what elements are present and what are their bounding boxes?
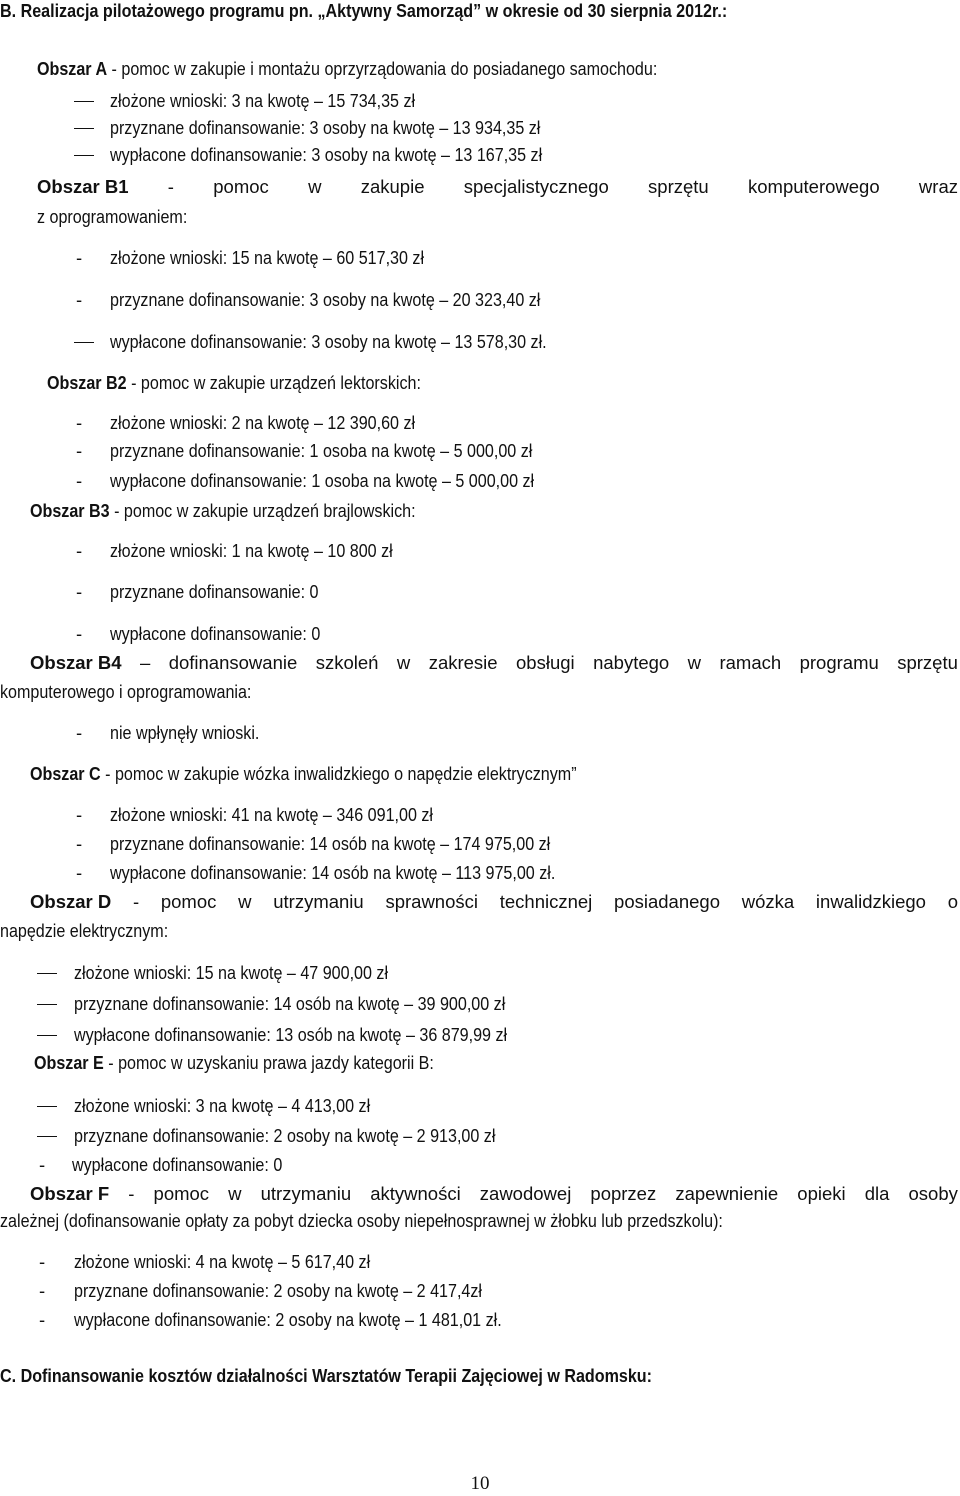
- list-item: wypłacone dofinansowanie: 3 osoby na kwotę – 13 167,35 zł: [110, 144, 543, 165]
- bullet-hyphen: -: [76, 289, 83, 310]
- word: specjalistycznego: [463, 176, 609, 197]
- area-e-title: [34, 1052, 434, 1074]
- bullet-dash: [37, 1004, 57, 1005]
- list-item: przyznane dofinansowanie: 2 osoby na kwotę – 2 913,00 zł: [74, 1125, 496, 1146]
- area-c-title: [30, 763, 577, 785]
- word: obsługi: [516, 652, 575, 673]
- word: sprawności: [385, 891, 478, 912]
- word: pomoc: [160, 891, 217, 912]
- word: inwalidzkiego: [815, 891, 926, 912]
- list-item: przyznane dofinansowanie: 1 osoba na kwotę – 5 000,00 zł: [110, 440, 533, 461]
- word: w: [228, 1183, 242, 1204]
- word: w: [308, 176, 322, 197]
- area-b4-title: [30, 652, 958, 674]
- word: wózka: [741, 891, 795, 912]
- list-item: przyznane dofinansowanie: 2 osoby na kwotę – 2 417,4zł: [74, 1280, 483, 1301]
- list-item: wypłacone dofinansowanie: 3 osoby na kwotę – 13 578,30 zł.: [110, 331, 547, 352]
- area-e-label: Obszar E: [34, 1052, 104, 1073]
- bullet-hyphen: -: [76, 833, 83, 854]
- area-d-desc-cont: napędzie elektrycznym:: [0, 920, 169, 941]
- word: nabytego: [593, 652, 670, 673]
- list-item: wypłacone dofinansowanie: 2 osoby na kwotę – 1 481,01 zł.: [74, 1309, 502, 1330]
- word: wraz: [918, 176, 958, 197]
- word: zakupie: [360, 176, 425, 197]
- area-b2-desc: - pomoc w zakupie urządzeń lektorskich:: [126, 372, 421, 393]
- bullet-dash: [74, 342, 94, 343]
- word: sprzętu: [648, 176, 709, 197]
- word: utrzymaniu: [260, 1183, 352, 1204]
- list-item: przyznane dofinansowanie: 3 osoby na kwotę – 13 934,35 zł: [110, 117, 541, 138]
- word: -: [128, 1183, 135, 1204]
- bullet-hyphen: -: [76, 470, 83, 491]
- word: komputerowego: [748, 176, 880, 197]
- word: aktywności: [370, 1183, 461, 1204]
- word: zapewnienie: [675, 1183, 779, 1204]
- list-item: wypłacone dofinansowanie: 0: [110, 623, 321, 644]
- word: utrzymaniu: [273, 891, 364, 912]
- bullet-hyphen: -: [39, 1309, 46, 1330]
- bullet-dash: [37, 1106, 57, 1107]
- word: w: [396, 652, 411, 673]
- page-number: 10: [470, 1473, 490, 1494]
- word: pomoc: [153, 1183, 210, 1204]
- list-item: złożone wnioski: 2 na kwotę – 12 390,60 zł: [110, 412, 416, 433]
- word: szkoleń: [315, 652, 379, 673]
- word: w: [238, 891, 252, 912]
- list-item: złożone wnioski: 4 na kwotę – 5 617,40 zł: [74, 1251, 371, 1272]
- bullet-hyphen: -: [76, 540, 83, 561]
- list-item: złożone wnioski: 3 na kwotę – 4 413,00 zł: [74, 1095, 371, 1116]
- section-c-heading: C. Dofinansowanie kosztów działalności Warsztatów Terapii Zajęciowej w Radomsku:: [0, 1365, 652, 1386]
- bullet-hyphen: -: [76, 804, 83, 825]
- list-item: nie wpłynęły wnioski.: [110, 722, 260, 743]
- area-a-title: [37, 58, 657, 80]
- list-item: przyznane dofinansowanie: 14 osób na kwotę – 39 900,00 zł: [74, 993, 506, 1014]
- list-item: złożone wnioski: 15 na kwotę – 60 517,30 zł: [110, 247, 425, 268]
- word: opieki: [797, 1183, 846, 1204]
- bullet-hyphen: -: [39, 1280, 46, 1301]
- word: dla: [864, 1183, 890, 1204]
- area-b4-label: Obszar B4: [30, 652, 122, 673]
- word: pomoc: [213, 176, 269, 197]
- area-a-label: Obszar A: [37, 58, 108, 79]
- area-b3-desc: - pomoc w zakupie urządzeń brajlowskich:: [109, 500, 416, 521]
- list-item: wypłacone dofinansowanie: 13 osób na kwotę – 36 879,99 zł: [74, 1024, 508, 1045]
- bullet-dash: [74, 155, 94, 156]
- list-item: przyznane dofinansowanie: 3 osoby na kwotę – 20 323,40 zł: [110, 289, 541, 310]
- word: osoby: [908, 1183, 958, 1204]
- bullet-hyphen: -: [76, 440, 83, 461]
- list-item: złożone wnioski: 1 na kwotę – 10 800 zł: [110, 540, 393, 561]
- area-f-label: Obszar F: [30, 1183, 110, 1204]
- bullet-dash: [37, 1035, 57, 1036]
- word: zawodowej: [479, 1183, 572, 1204]
- bullet-dash: [74, 101, 94, 102]
- bullet-hyphen: -: [76, 247, 83, 268]
- list-item: złożone wnioski: 15 na kwotę – 47 900,00 zł: [74, 962, 389, 983]
- area-a-desc: - pomoc w zakupie i montażu oprzyrządowania do posiadanego samochodu:: [107, 58, 658, 79]
- area-c-desc: - pomoc w zakupie wózka inwalidzkiego o napędzie elektrycznym”: [100, 763, 577, 784]
- word: –: [139, 652, 151, 673]
- word: posiadanego: [614, 891, 720, 912]
- bullet-hyphen: -: [76, 862, 83, 883]
- word: zakresie: [428, 652, 498, 673]
- word: w: [687, 652, 702, 673]
- bullet-dash: [37, 973, 57, 974]
- word: -: [132, 891, 140, 912]
- word: ramach: [719, 652, 782, 673]
- word: technicznej: [499, 891, 593, 912]
- area-b1-title: [37, 176, 958, 198]
- word: sprzętu: [897, 652, 958, 673]
- area-b1-label: Obszar B1: [37, 176, 129, 197]
- area-b3-title: [30, 500, 416, 522]
- area-b4-desc-cont: komputerowego i oprogramowania:: [0, 681, 252, 702]
- area-d-label: Obszar D: [30, 891, 112, 912]
- area-b1-desc-cont: z oprogramowaniem:: [37, 206, 188, 227]
- bullet-dash: [37, 1136, 57, 1137]
- bullet-hyphen: -: [39, 1154, 46, 1175]
- area-c-label: Obszar C: [30, 763, 101, 784]
- word: dofinansowanie: [168, 652, 298, 673]
- area-b2-label: Obszar B2: [47, 372, 127, 393]
- list-item: przyznane dofinansowanie: 0: [110, 581, 319, 602]
- bullet-hyphen: -: [76, 623, 83, 644]
- word: -: [167, 176, 174, 197]
- area-f-desc-cont: zależnej (dofinansowanie opłaty za pobyt dziecka osoby niepełnosprawnej w żłobku lub przedszkolu):: [0, 1210, 723, 1231]
- word: programu: [799, 652, 879, 673]
- list-item: przyznane dofinansowanie: 14 osób na kwotę – 174 975,00 zł: [110, 833, 551, 854]
- bullet-hyphen: -: [39, 1251, 46, 1272]
- word: poprzez: [590, 1183, 657, 1204]
- area-f-title: [30, 1183, 958, 1205]
- section-b-heading: B. Realizacja pilotażowego programu pn. „Aktywny Samorząd” w okresie od 30 sierpnia 2012r.:: [0, 0, 728, 21]
- bullet-dash: [74, 128, 94, 129]
- area-e-desc: - pomoc w uzyskaniu prawa jazdy kategorii B:: [103, 1052, 434, 1073]
- list-item: wypłacone dofinansowanie: 0: [72, 1154, 283, 1175]
- bullet-hyphen: -: [76, 581, 83, 602]
- bullet-hyphen: -: [76, 412, 83, 433]
- list-item: wypłacone dofinansowanie: 1 osoba na kwotę – 5 000,00 zł: [110, 470, 535, 491]
- area-b3-label: Obszar B3: [30, 500, 110, 521]
- list-item: złożone wnioski: 3 na kwotę – 15 734,35 zł: [110, 90, 416, 111]
- list-item: wypłacone dofinansowanie: 14 osób na kwotę – 113 975,00 zł.: [110, 862, 556, 883]
- word: o: [947, 891, 958, 912]
- bullet-hyphen: -: [76, 722, 83, 743]
- area-b2-title: [47, 372, 421, 394]
- list-item: złożone wnioski: 41 na kwotę – 346 091,00 zł: [110, 804, 434, 825]
- area-d-title: [30, 891, 958, 913]
